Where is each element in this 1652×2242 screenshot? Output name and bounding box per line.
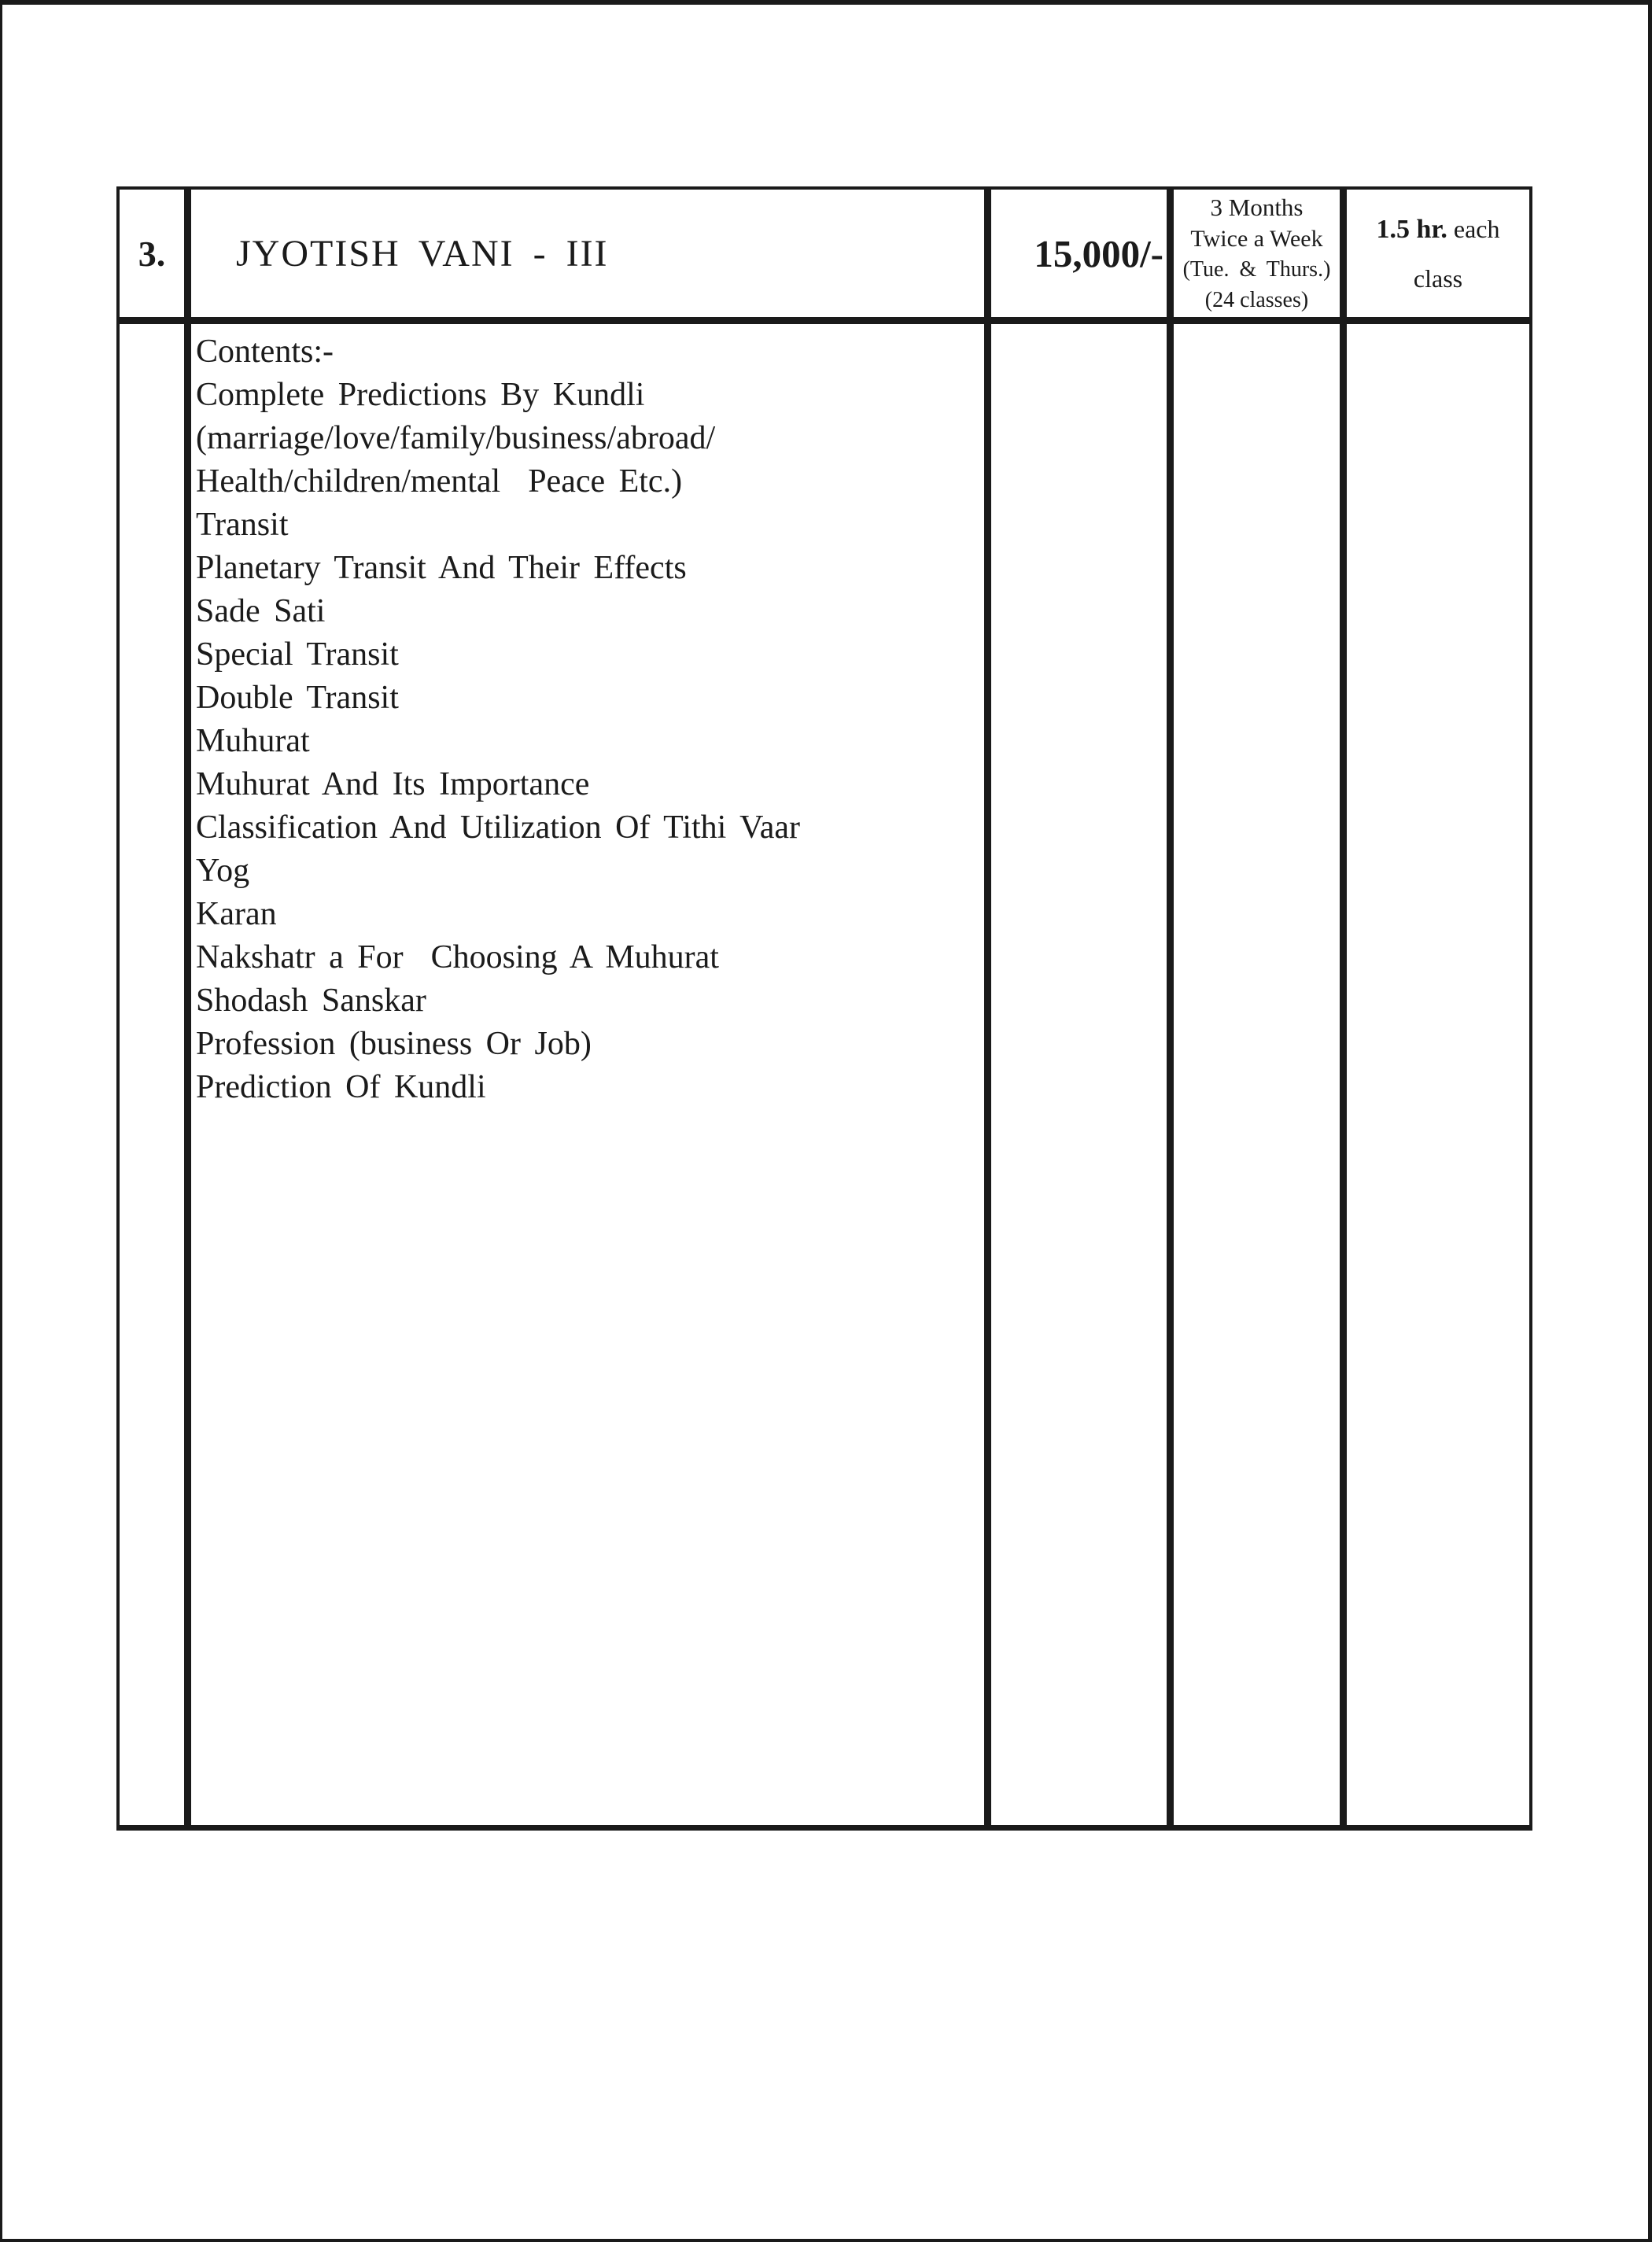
- page-border-left: [0, 0, 2, 2242]
- column-divider-number: [184, 186, 191, 1831]
- table-border-right: [1529, 186, 1532, 1831]
- content-line: Profession (business Or Job): [196, 1026, 592, 1062]
- page-border-right: [1648, 0, 1652, 2242]
- contents-list: [196, 330, 984, 1109]
- content-line: Double Transit: [196, 680, 399, 716]
- course-schedule-cell: [1174, 190, 1340, 317]
- page-border-top: [0, 0, 1652, 5]
- duration-each: each: [1447, 214, 1500, 243]
- content-line: Muhurat: [196, 723, 310, 759]
- content-line: Complete Predictions By Kundli: [196, 377, 645, 413]
- content-line: Health/children/mental Peace Etc.): [196, 463, 683, 500]
- content-line: Special Transit: [196, 636, 399, 673]
- schedule-days: (Tue. & Thurs.): [1182, 256, 1331, 282]
- page-border-bottom: [0, 2239, 1652, 2242]
- course-table: [116, 186, 1532, 1831]
- table-border-left: [116, 186, 120, 1831]
- schedule-class-count: (24 classes): [1204, 287, 1309, 312]
- content-line: Contents:-: [196, 334, 334, 370]
- schedule-frequency: Twice a Week: [1190, 225, 1323, 252]
- content-line: Karan: [196, 896, 277, 932]
- content-line: (marriage/love/family/business/abroad/: [196, 420, 716, 456]
- course-price-cell: [991, 190, 1163, 317]
- content-line: Transit: [196, 507, 289, 543]
- table-border-bottom: [116, 1825, 1532, 1831]
- course-title-cell: [191, 190, 984, 317]
- content-line: Planetary Transit And Their Effects: [196, 550, 687, 586]
- contents-cell: [191, 324, 984, 1825]
- header-row-divider: [116, 317, 1532, 324]
- course-title: JYOTISH VANI - III: [236, 232, 609, 275]
- content-line: Sade Sati: [196, 593, 326, 629]
- duration-line-1: [1377, 205, 1500, 254]
- row-number-cell: [120, 190, 184, 317]
- duration-hours: 1.5 hr.: [1376, 214, 1447, 244]
- column-divider-schedule: [1167, 186, 1174, 1831]
- schedule-months: 3 Months: [1210, 193, 1304, 221]
- content-line: Shodash Sanskar: [196, 983, 426, 1019]
- course-duration-cell: [1347, 190, 1529, 317]
- column-divider-price: [984, 186, 991, 1831]
- content-line: Prediction Of Kundli: [196, 1069, 486, 1105]
- content-line: Nakshatr a For Choosing A Muhurat: [196, 939, 719, 975]
- duration-line-2: class: [1413, 264, 1463, 293]
- content-line: Muhurat And Its Importance: [196, 766, 590, 802]
- content-line: Classification And Utilization Of Tithi Vaar: [196, 809, 801, 846]
- row-number: 3.: [138, 233, 166, 274]
- content-line: Yog: [196, 853, 250, 889]
- column-divider-duration: [1340, 186, 1347, 1831]
- course-price: 15,000/-: [1034, 231, 1163, 275]
